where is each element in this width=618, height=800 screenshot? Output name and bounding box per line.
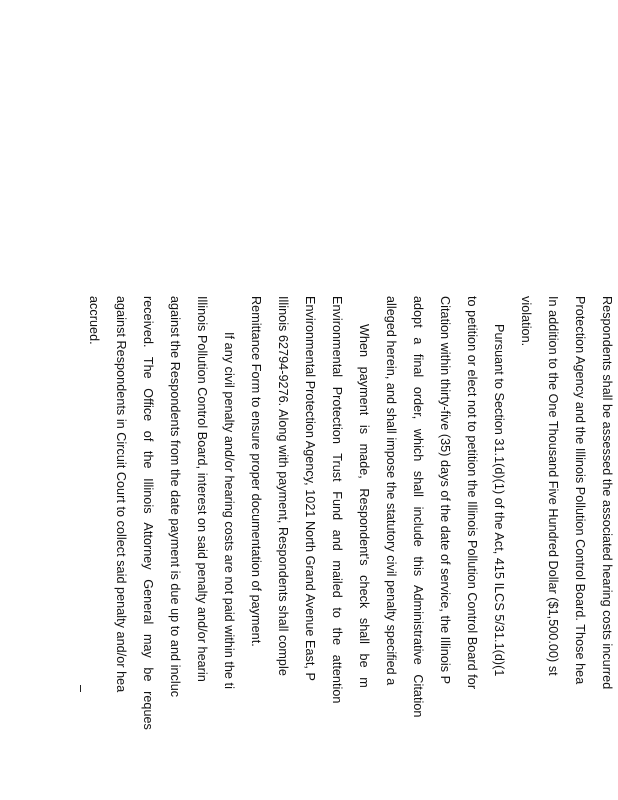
page-number-mark: [80, 685, 81, 692]
text-line: accrued.: [87, 296, 101, 345]
text-line: alleged herein, and shall impose the statutory civil penalty specified a: [384, 296, 398, 686]
text-line: Citation within thirty-five (35) days of the date of service, the Illinois P: [438, 296, 452, 685]
text-line: Respondents shall be assessed the associated hearing costs incurred: [600, 296, 614, 690]
text-line: Environmental Protection Trust Fund and mailed to the attention: [330, 296, 344, 704]
text-line: Environmental Protection Agency, 1021 North Grand Avenue East, P: [303, 296, 317, 681]
paragraph-first-line: Pursuant to Section 31.1(d)(1) of the Act, 415 ILCS 5/31.1(d)(1: [492, 324, 506, 677]
text-line: Illinois 62794-9276. Along with payment, Respondents shall comple: [276, 296, 290, 676]
text-line: against Respondents in Circuit Court to collect said penalty and/or hea: [114, 296, 128, 693]
paragraph-first-line: When payment is made, Respondent's check shall be m: [357, 324, 371, 688]
text-line: Protection Agency and the Illinois Pollution Control Board. Those hea: [573, 296, 587, 685]
rotated-text-block: [80, 296, 618, 800]
text-line: Illinois Pollution Control Board, interest on said penalty and/or hearin: [195, 296, 209, 682]
text-line: In addition to the One Thousand Five Hundred Dollar ($1,500.00) st: [546, 296, 560, 676]
paragraph-first-line: If any civil penalty and/or hearing costs are not paid within the ti: [222, 332, 236, 689]
text-line: violation.: [519, 296, 533, 347]
text-line: adopt a final order, which shall include this Administrative Citation: [411, 296, 425, 718]
text-line: to petition or elect not to petition the Illinois Pollution Control Board for: [465, 296, 479, 690]
text-line: Remittance Form to ensure proper documentation of payment.: [249, 296, 263, 647]
text-line: received. The Office of the Illinois Attorney General may be reques: [141, 296, 155, 730]
text-line: against the Respondents from the date payment is due up to and incluc: [168, 296, 182, 698]
